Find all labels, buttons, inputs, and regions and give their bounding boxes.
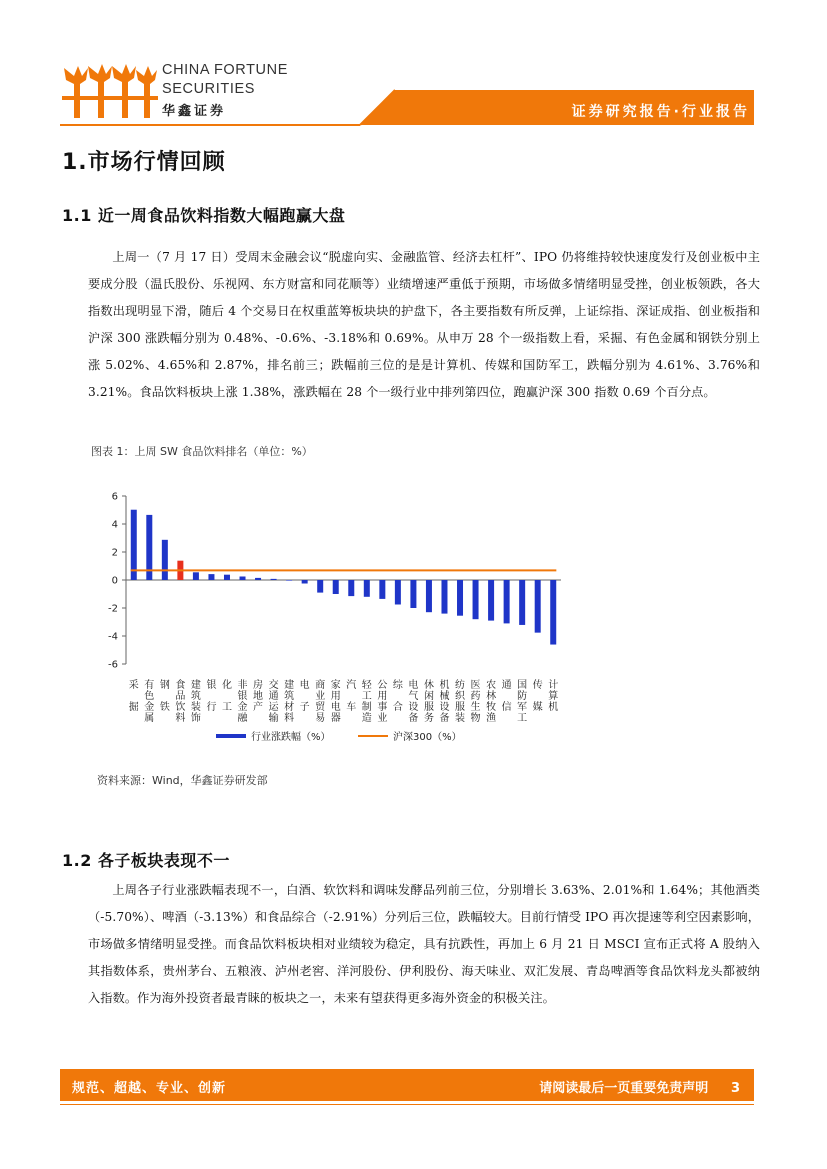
x-tick-label-机械设备: 机械设备 bbox=[439, 680, 450, 724]
footer-divider bbox=[60, 1104, 754, 1105]
figure-source: 资料来源：Wind，华鑫证券研发部 bbox=[97, 774, 268, 787]
y-tick-label: 6 bbox=[111, 491, 118, 503]
bar-化工 bbox=[224, 575, 230, 580]
bar-电气设备 bbox=[410, 580, 416, 608]
figure-caption: 图表 1：上周 SW 食品饮料排名（单位：%） bbox=[91, 445, 313, 458]
bar-农林牧渔 bbox=[488, 580, 494, 621]
subsection-title-1-2: 1.2 各子板块表现不一 bbox=[62, 851, 230, 870]
y-tick-label: 2 bbox=[111, 547, 118, 559]
legend-label-industry: 行业涨跌幅（%） bbox=[251, 732, 331, 743]
legend-label-hs300: 沪深300（%） bbox=[393, 732, 462, 743]
x-tick-label-通信: 通信 bbox=[501, 680, 512, 713]
bar-商业贸易 bbox=[317, 580, 323, 593]
x-tick-label-计算机: 计算机 bbox=[548, 680, 559, 713]
brand-name-english-line1: CHINA FORTUNE bbox=[162, 62, 288, 78]
bar-通信 bbox=[504, 580, 510, 623]
bar-非银金融 bbox=[240, 577, 246, 581]
x-tick-label-传媒: 传媒 bbox=[532, 680, 543, 713]
bar-纺织服装 bbox=[457, 580, 463, 616]
bar-建筑装饰 bbox=[193, 572, 199, 580]
bar-银行 bbox=[208, 574, 214, 580]
bar-建筑材料 bbox=[286, 580, 292, 581]
bar-综合 bbox=[395, 580, 401, 605]
company-logo-icon bbox=[60, 58, 158, 122]
x-tick-label-农林牧渔: 农林牧渔 bbox=[486, 680, 497, 724]
x-tick-label-建筑材料: 建筑材料 bbox=[284, 680, 295, 724]
x-tick-label-轻工制造: 轻工制造 bbox=[361, 680, 372, 724]
x-tick-label-交通运输: 交通运输 bbox=[268, 680, 279, 724]
footer-slogan: 规范、超越、专业、创新 bbox=[72, 1081, 227, 1096]
x-tick-label-综合: 综合 bbox=[392, 680, 403, 713]
bar-公用事业 bbox=[379, 580, 385, 599]
x-tick-label-家用电器: 家用电器 bbox=[330, 680, 341, 724]
y-tick-label: 0 bbox=[111, 575, 118, 587]
x-tick-label-电子: 电子 bbox=[299, 680, 310, 713]
y-tick-label: -6 bbox=[108, 659, 118, 671]
subsection-title-1-1: 1.1 近一周食品饮料指数大幅跑赢大盘 bbox=[62, 206, 346, 225]
body-paragraph-1: 上周一（7 月 17 日）受周末金融会议“脱虚向实、金融监管、经济去杠杆”、IPO 仍将维持较快速度发行及创业板中主要成分股（温氏股份、乐视网、东方财富和同花顺等）业绩增速严重低于预期，市场做多情绪明显受挫，创业板领跌，各大指数出现明显下滑，随后 4 个交易日在权重蓝筹板块块的护盘下，各主要指数有所反弹，上证综指、深证成指、创业板指和沪深 300 涨跌幅分别为 0.48%、-0.6%、-3.18%和 0.69%。从申万 28 个一级指数上看，采掘、有色金属和钢铁分别上涨 5.02%、4.65%和 2.87%，排名前三；跌幅前三位的是是计算机、传媒和国防军工，跌幅分别为 4.61%、3.76%和 3.21%。食品饮料板块上涨 1.38%，涨跌幅在 28 个一级行业中排列第四位，跑赢沪深 300 指数 0.69 个百分点。 bbox=[88, 250, 760, 399]
x-tick-label-房地产: 房地产 bbox=[253, 680, 264, 713]
bar-休闲服务 bbox=[426, 580, 432, 612]
x-tick-label-休闲服务: 休闲服务 bbox=[423, 680, 434, 724]
bar-机械设备 bbox=[441, 580, 447, 614]
brand-name-english-line2: SECURITIES bbox=[162, 81, 256, 97]
bar-钢铁 bbox=[162, 540, 168, 580]
industry-ranking-bar-chart bbox=[96, 482, 570, 750]
brand-name-chinese: 华鑫证券 bbox=[162, 104, 227, 119]
x-tick-label-银行: 银行 bbox=[206, 680, 217, 713]
y-tick-label: -4 bbox=[108, 631, 118, 643]
footer-disclaimer bbox=[420, 1077, 740, 1096]
report-type-title: 证券研究报告·行业报告 bbox=[571, 104, 750, 120]
x-tick-label-国防军工: 国防军工 bbox=[517, 680, 528, 724]
footer-disclaimer-text[interactable]: 请阅读最后一页重要免责声明 bbox=[539, 1081, 709, 1096]
x-tick-label-医药生物: 医药生物 bbox=[470, 680, 481, 724]
y-tick-label: 4 bbox=[111, 519, 118, 531]
legend-swatch-industry bbox=[216, 734, 246, 738]
bar-计算机 bbox=[550, 580, 556, 645]
bar-家用电器 bbox=[333, 580, 339, 594]
bar-国防军工 bbox=[519, 580, 525, 625]
x-tick-label-公用事业: 公用事业 bbox=[377, 680, 388, 724]
bar-电子 bbox=[302, 580, 308, 584]
bar-交通运输 bbox=[271, 579, 277, 580]
bar-传媒 bbox=[535, 580, 541, 633]
x-tick-label-有色金属: 有色金属 bbox=[144, 680, 155, 724]
bar-房地产 bbox=[255, 578, 261, 580]
x-tick-label-非银金融: 非银金融 bbox=[237, 680, 248, 724]
x-tick-label-电气设备: 电气设备 bbox=[408, 680, 419, 724]
x-tick-label-建筑装饰: 建筑装饰 bbox=[190, 680, 201, 724]
x-tick-label-化工: 化工 bbox=[221, 680, 232, 713]
x-tick-label-钢铁: 钢铁 bbox=[159, 680, 170, 713]
bar-轻工制造 bbox=[364, 580, 370, 597]
y-tick-label: -2 bbox=[108, 603, 118, 615]
page-number: 3 bbox=[730, 1081, 740, 1096]
bar-汽车 bbox=[348, 580, 354, 596]
bar-医药生物 bbox=[473, 580, 479, 619]
x-tick-label-采掘: 采掘 bbox=[128, 680, 139, 713]
x-tick-label-纺织服装: 纺织服装 bbox=[455, 680, 466, 724]
x-tick-label-食品饮料: 食品饮料 bbox=[175, 680, 186, 724]
x-tick-label-汽车: 汽车 bbox=[346, 680, 357, 713]
section-title: 1.市场行情回顾 bbox=[62, 150, 226, 175]
x-tick-label-商业贸易: 商业贸易 bbox=[315, 680, 326, 724]
body-paragraph-2: 上周各子行业涨跌幅表现不一，白酒、软饮料和调味发酵品列前三位，分别增长 3.63%、2.01%和 1.64%；其他酒类（-5.70%）、啤酒（-3.13%）和食品综合（-2.91%）分列后三位，跌幅较大。目前行情受 IPO 再次提速等利空因素影响，市场做多情绪明显受挫。而食品饮料板块相对业绩较为稳定，具有抗跌性，再加上 6 月 21 日 MSCI 宣布正式将 A 股纳入其指数体系，贵州茅台、五粮液、泸州老窖、洋河股份、伊利股份、海天味业、双汇发展、青岛啤酒等食品饮料龙头都被纳入指数。作为海外投资者最青睐的板块之一，未来有望获得更多海外资金的积极关注。 bbox=[88, 883, 760, 1005]
